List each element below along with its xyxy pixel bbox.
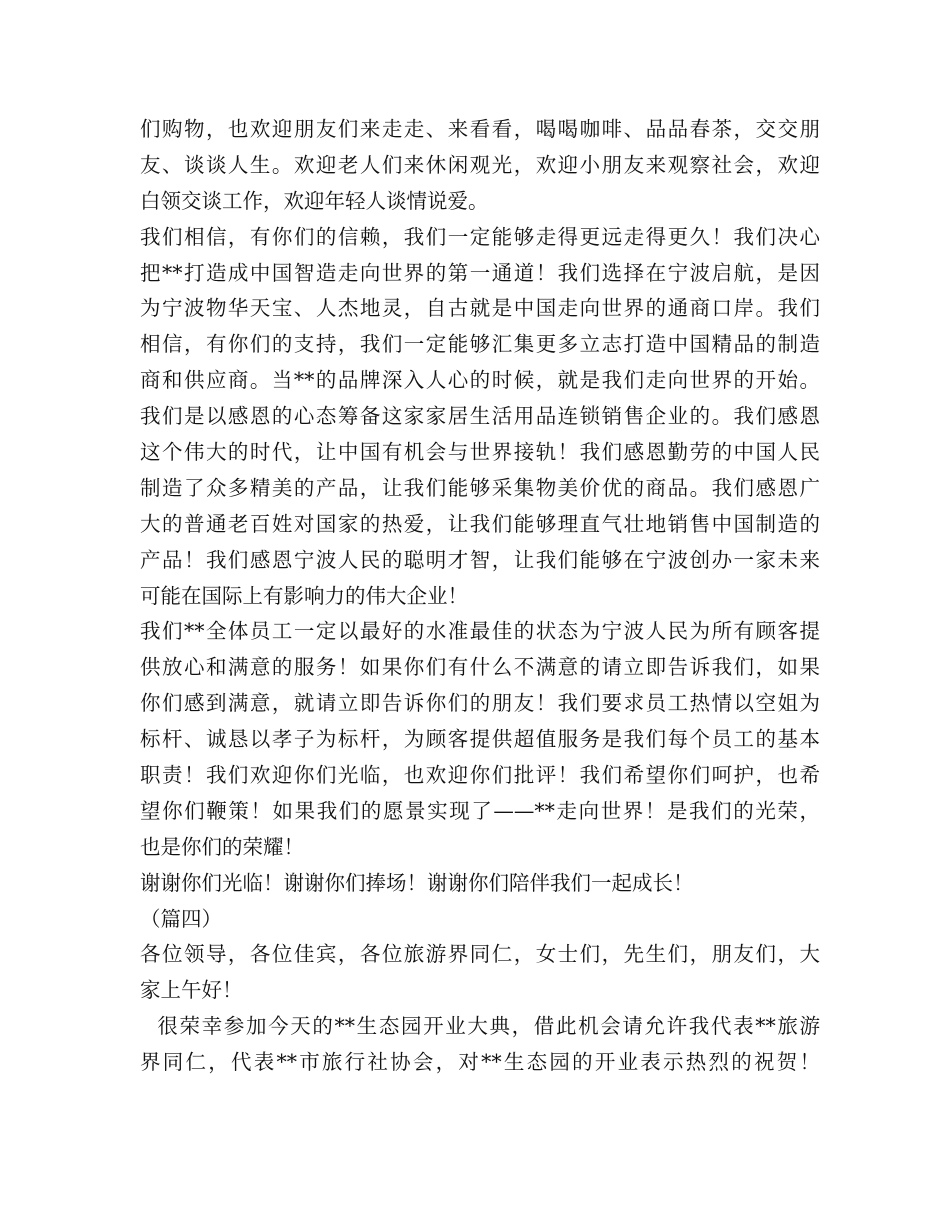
text-line: 们购物，也欢迎朋友们来走走、来看看，喝喝咖啡、品品春茶，交交朋 [140,117,820,141]
text-line: 制造了众多精美的产品，让我们能够采集物美价优的商品。我们感恩广 [140,475,820,500]
text-line: 很荣幸参加今天的**生态园开业大典，借此机会请允许我代表**旅游 [157,1014,820,1039]
text-line: 你们感到满意，就请立即告诉你们的朋友！我们要求员工热情以空姐为 [140,691,820,716]
text-line: 把**打造成中国智造走向世界的第一通道！我们选择在宁波启航，是因 [140,260,820,285]
text-line: 可能在国际上有影响力的伟大企业！ [140,583,468,608]
text-line: 标杆、诚恳以孝子为标杆，为顾客提供超值服务是我们每个员工的基本 [140,727,820,752]
text-line: 这个伟大的时代，让中国有机会与世界接轨！我们感恩勤劳的中国人民 [140,440,820,465]
text-line: 我们**全体员工一定以最好的水准最佳的状态为宁波人民为所有顾客提 [140,619,820,644]
text-line: 商和供应商。当**的品牌深入人心的时候，就是我们走向世界的开始。 [140,368,820,393]
text-line: 望你们鞭策！如果我们的愿景实现了——**走向世界！是我们的光荣， [140,798,820,823]
text-line: 为宁波物华天宝、人杰地灵，自古就是中国走向世界的通商口岸。我们 [140,296,820,321]
text-line: 职责！我们欢迎你们光临，也欢迎你们批评！我们希望你们呵护，也希 [140,763,820,788]
text-line: 友、谈谈人生。欢迎老人们来休闲观光，欢迎小朋友来观察社会，欢迎 [140,152,820,177]
text-line: 家上午好！ [140,978,243,1003]
text-line: 产品！我们感恩宁波人民的聪明才智，让我们能够在宁波创办一家未来 [140,547,820,572]
text-line: 白领交谈工作，欢迎年轻人谈情说爱。 [140,188,489,213]
text-line: 我们是以感恩的心态筹备这家家居生活用品连锁销售企业的。我们感恩 [140,404,820,429]
text-line: 谢谢你们光临！谢谢你们捧场！谢谢你们陪伴我们一起成长！ [140,870,694,895]
text-line: 各位领导，各位佳宾，各位旅游界同仁，女士们，先生们，朋友们，大 [140,942,820,967]
section-heading: （篇四） [140,906,222,931]
text-line: 我们相信，有你们的信赖，我们一定能够走得更远走得更久！我们决心 [140,224,820,249]
text-line: 供放心和满意的服务！如果你们有什么不满意的请立即告诉我们，如果 [140,655,820,680]
text-line: 界同仁，代表**市旅行社协会，对**生态园的开业表示热烈的祝贺！ [140,1050,820,1075]
text-line: 相信，有你们的支持，我们一定能够汇集更多立志打造中国精品的制造 [140,332,820,357]
document-body [140,112,820,1081]
text-line: 也是你们的荣耀！ [140,834,304,859]
text-line: 大的普通老百姓对国家的热爱，让我们能够理直气壮地销售中国制造的 [140,511,820,536]
